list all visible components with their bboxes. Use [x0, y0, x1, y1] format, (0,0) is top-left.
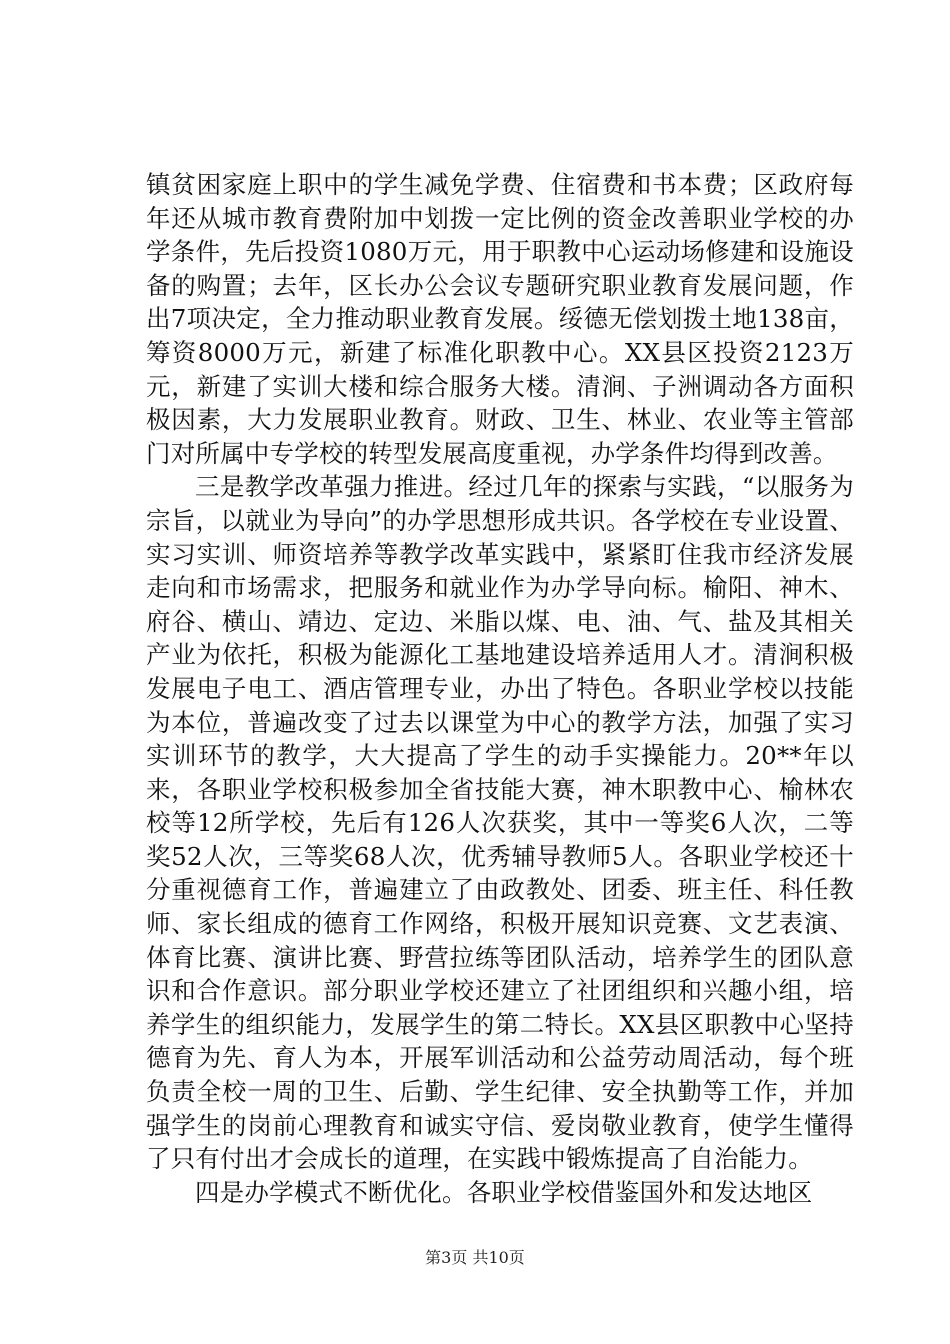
paragraph-1: 镇贫困家庭上职中的学生减免学费、住宿费和书本费；区政府每年还从城市教育费附加中划拨一定比例的资金改善职业学校的办学条件，先后投资1080万元，用于职教中心运动场修建和设施设备的购置；去年，区长办公会议专题研究职业教育发展问题，作出7项决定，全力推动职业教育发展。绥德无偿划拨土地138亩，筹资8000万元，新建了标准化职教中心。XX县区投资2123万元，新建了实训大楼和综合服务大楼。清涧、子洲调动各方面积极因素，大力发展职业教育。财政、卫生、林业、农业等主管部门对所属中专学校的转型发展高度重视，办学条件均得到改善。 — [146, 170, 854, 468]
paragraph-3: 四是办学模式不断优化。各职业学校借鉴国外和发达地区 — [195, 1177, 813, 1207]
paragraph-2: 三是教学改革强力推进。经过几年的探索与实践，“以服务为宗旨，以就业为导向”的办学思想形成共识。各学校在专业设置、实习实训、师资培养等教学改革实践中，紧紧盯住我市经济发展走向和市场需求，把服务和就业作为办学导向标。榆阳、神木、府谷、横山、靖边、定边、米脂以煤、电、油、气、盐及其相关产业为依托，积极为能源化工基地建设培养适用人才。清涧积极发展电子电工、酒店管理专业，办出了特色。各职业学校以技能为本位，普遍改变了过去以课堂为中心的教学方法，加强了实习实训环节的教学，大大提高了学生的动手实操能力。20**年以来，各职业学校积极参加全省技能大赛，神木职教中心、榆林农校等12所学校，先后有126人次获奖，其中一等奖6人次，二等奖52人次，三等奖68人次，优秀辅导教师5人。各职业学校还十分重视德育工作，普遍建立了由政教处、团委、班主任、科任教师、家长组成的德育工作网络，积极开展知识竞赛、文艺表演、体育比赛、演讲比赛、野营拉练等团队活动，培养学生的团队意识和合作意识。部分职业学校还建立了社团组织和兴趣小组，培养学生的组织能力，发展学生的第二特长。XX县区职教中心坚持德育为先、育人为本，开展军训活动和公益劳动周活动，每个班负责全校一周的卫生、后勤、学生纪律、安全执勤等工作，并加强学生的岗前心理教育和诚实守信、爱岗敬业教育，使学生懂得了只有付出才会成长的道理，在实践中锻炼提高了自治能力。 — [146, 472, 854, 1174]
page-footer: 第3页 共10页 — [425, 1248, 525, 1267]
body-text — [146, 168, 854, 1209]
